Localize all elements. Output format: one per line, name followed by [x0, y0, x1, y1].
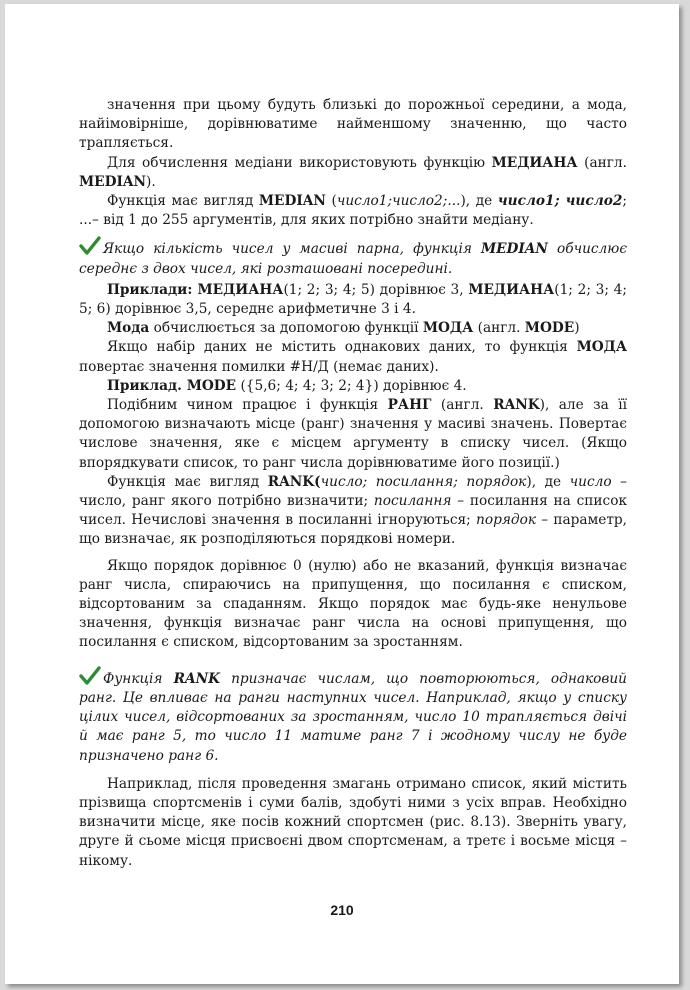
paragraph-mode-function: Мода обчислюється за допомогою функції МОДА (англ. MODE): [107, 320, 580, 337]
paragraph-rank-order: Якщо порядок дорівнює 0 (нулю) або не вказаний, функція визначає ранг числа, спираючись на припущення, що посилання є списком, відсортованим за спаданням. Якщо порядок має будь-яке ненульове значення, функція визначає ранг числа на основі припущення, що посилання є списком, відсортованим за зростанням.: [79, 557, 627, 651]
paragraph-rank-syntax: Функція має вигляд RANK(число; посилання; порядок), де число – число, ранг якого потрібно визначити; посилання – посилання на список чисел. Нечислові значення в посиланні ігноруються; порядок – параметр, що визначає, як розподіляються порядкові номери.: [79, 473, 628, 548]
paragraph-median-syntax: Функція має вигляд MEDIAN (число1;число2;...), де число1; число2; ...– від 1 до 255 аргументів, для яких потрібно знайти медіану.: [79, 193, 627, 229]
note-median-even: Якщо кількість чисел у масиві парна, функція MEDIAN обчислює середнє з двох чисел, які розташовані посередині.: [79, 236, 627, 278]
page-sheet: [5, 4, 679, 984]
paragraph-mode-intro: значення при цьому будуть близькі до порожньої середини, а мода, найімовірніше, дорівнюватиме найменшому значенню, що часто трапляється.: [79, 97, 627, 152]
note-rank-duplicates: Функція RANK призначає числам, що повторюються, однаковий ранг. Це впливає на ранги наступних чисел. Наприклад, якщо у списку цілих чисел, відсортованих за зростанням, число 10 трапляється двічі й має ранг 5, то число 11 матиме ранг 7 і жодному числу не буде призначено ранг 6.: [79, 666, 627, 766]
page-number: 210: [330, 902, 354, 918]
paragraph-rank-example: Наприклад, після проведення змагань отримано список, який містить прізвища спортсменів і суми балів, здобуті ними з усіх вправ. Необхідно визначити місце, яке посів кожний спортсмен (рис. 8.13). Зверніть увагу, друге й сьоме місця присвоєні двом спортсменам, а третє і восьме місця – нікому.: [79, 775, 627, 869]
paragraph-median-intro: Для обчислення медіани використовують функцію МЕДИАНА (англ. MEDIAN).: [79, 154, 627, 190]
checkmark-icon: [79, 236, 101, 256]
paragraph-rank-intro: Подібним чином працює і функція РАНГ (англ. RANK), але за її допомогою визначають місце (ранг) значення у масиві значень. Повертає числове значення, яке є місцем аргументу в списку чисел. (Якщо впорядкувати список, то ранг числа дорівнюватиме його позиції.): [79, 397, 627, 471]
paragraph-mode-example: Приклад. MODE ({5,6; 4; 4; 3; 2; 4}) дорівнює 4.: [107, 377, 467, 394]
paragraph-mode-error: Якщо набір даних не містить однакових даних, то функція МОДА повертає значення помилки #Н/Д (немає даних).: [79, 339, 627, 375]
paragraph-median-examples: Приклади: МЕДИАНА(1; 2; 3; 4; 5) дорівнює 3, МЕДИАНА(1; 2; 3; 4; 5; 6) дорівнює 3,5, середнє арифметичне 3 і 4.: [79, 281, 627, 318]
checkmark-icon: [79, 666, 101, 686]
body-text: [79, 96, 627, 871]
